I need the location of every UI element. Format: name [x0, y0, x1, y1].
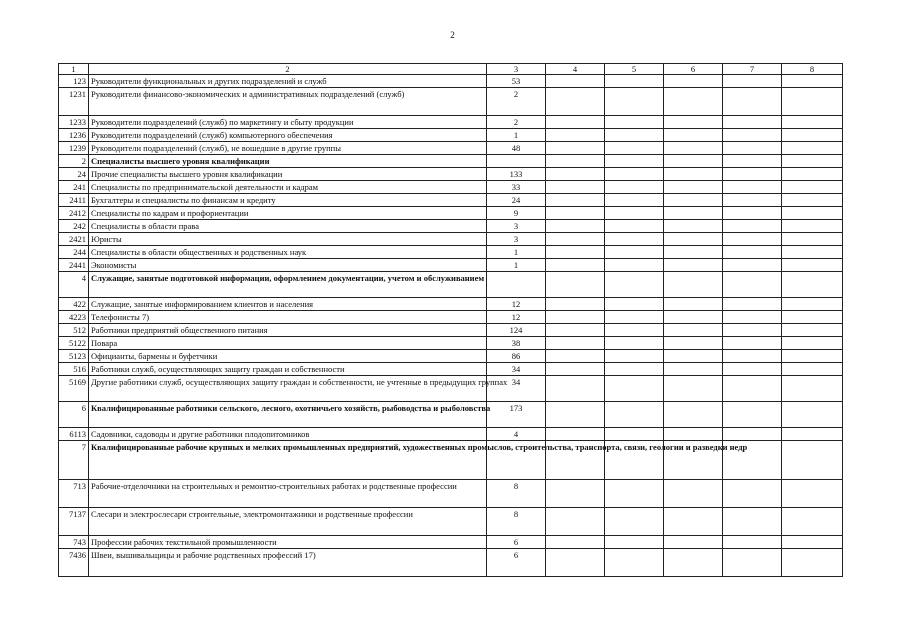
empty-cell-col7 [723, 536, 782, 549]
empty-cell-col7 [723, 116, 782, 129]
empty-cell-col8 [782, 168, 843, 181]
count-cell: 6 [487, 549, 546, 577]
code-cell: 1239 [59, 142, 89, 155]
empty-cell-col4 [546, 428, 605, 441]
empty-cell-col6 [664, 246, 723, 259]
empty-cell-col4 [546, 259, 605, 272]
empty-cell-col4 [546, 272, 605, 298]
empty-cell-col8 [782, 402, 843, 428]
empty-cell-col4 [546, 376, 605, 402]
empty-cell-col7 [723, 142, 782, 155]
occupation-name-cell: Руководители подразделений (служб) компьютерного обеспечения [89, 129, 487, 142]
empty-cell-col8 [782, 311, 843, 324]
count-cell: 48 [487, 142, 546, 155]
empty-cell-col5 [605, 155, 664, 168]
occupation-name-cell: Повара [89, 337, 487, 350]
code-cell: 241 [59, 181, 89, 194]
empty-cell-col4 [546, 220, 605, 233]
empty-cell-col5 [605, 350, 664, 363]
table-row [59, 246, 843, 259]
table-row [59, 220, 843, 233]
empty-cell-col6 [664, 549, 723, 577]
empty-cell-col8 [782, 155, 843, 168]
code-cell: 24 [59, 168, 89, 181]
table-row [59, 168, 843, 181]
empty-cell-col5 [605, 272, 664, 298]
count-cell: 24 [487, 194, 546, 207]
empty-cell-col8 [782, 376, 843, 402]
count-cell: 53 [487, 75, 546, 88]
empty-cell-col7 [723, 155, 782, 168]
empty-cell-col8 [782, 508, 843, 536]
table-row [59, 441, 843, 480]
table-row [59, 233, 843, 246]
empty-cell-col5 [605, 324, 664, 337]
empty-cell-col8 [782, 363, 843, 376]
empty-cell-col6 [664, 129, 723, 142]
empty-cell-col6 [664, 168, 723, 181]
empty-cell-col4 [546, 129, 605, 142]
occupation-name-cell: Садовники, садоводы и другие работники плодопитомников [89, 428, 487, 441]
table-row [59, 142, 843, 155]
empty-cell-col7 [723, 402, 782, 428]
count-cell: 34 [487, 376, 546, 402]
empty-cell-col8 [782, 207, 843, 220]
count-cell: 34 [487, 363, 546, 376]
empty-cell-col6 [664, 116, 723, 129]
empty-cell-col6 [664, 220, 723, 233]
empty-cell-col6 [664, 311, 723, 324]
code-cell: 2421 [59, 233, 89, 246]
empty-cell-col4 [546, 75, 605, 88]
occupation-name-cell: Квалифицированные работники сельского, лесного, охотничьего хозяйств, рыбоводства и рыболовства [89, 402, 487, 428]
empty-cell-col6 [664, 88, 723, 116]
occupation-name-cell: Юристы [89, 233, 487, 246]
empty-cell-col5 [605, 480, 664, 508]
empty-cell-col4 [546, 168, 605, 181]
empty-cell-col6 [664, 508, 723, 536]
table-row [59, 75, 843, 88]
empty-cell-col5 [605, 363, 664, 376]
empty-cell-col8 [782, 88, 843, 116]
count-cell: 4 [487, 428, 546, 441]
empty-cell-col7 [723, 233, 782, 246]
column-header: 4 [546, 64, 605, 75]
occupation-name-cell: Руководители подразделений (служб) по маркетингу и сбыту продукции [89, 116, 487, 129]
column-header: 5 [605, 64, 664, 75]
empty-cell-col5 [605, 181, 664, 194]
occupation-name-cell: Швеи, вышивальщицы и рабочие родственных профессий 17) [89, 549, 487, 577]
occupation-name-cell: Прочие специалисты высшего уровня квалификации [89, 168, 487, 181]
occupation-name-cell: Специалисты в области права [89, 220, 487, 233]
empty-cell-col6 [664, 337, 723, 350]
empty-cell-col6 [664, 350, 723, 363]
count-cell: 12 [487, 298, 546, 311]
empty-cell-col5 [605, 298, 664, 311]
code-cell: 2 [59, 155, 89, 168]
empty-cell-col7 [723, 129, 782, 142]
empty-cell-col8 [782, 246, 843, 259]
empty-cell-col7 [723, 549, 782, 577]
empty-cell-col4 [546, 88, 605, 116]
code-cell: 512 [59, 324, 89, 337]
column-header: 3 [487, 64, 546, 75]
empty-cell-col6 [664, 194, 723, 207]
empty-cell-col6 [664, 363, 723, 376]
occupation-name-cell: Слесари и электрослесари строительные, электромонтажники и родственные профессии [89, 508, 487, 536]
empty-cell-col5 [605, 508, 664, 536]
count-cell: 33 [487, 181, 546, 194]
empty-cell-col6 [664, 324, 723, 337]
count-cell: 133 [487, 168, 546, 181]
code-cell: 1236 [59, 129, 89, 142]
count-cell: 2 [487, 116, 546, 129]
code-cell: 2411 [59, 194, 89, 207]
table-row [59, 508, 843, 536]
empty-cell-col4 [546, 480, 605, 508]
occupation-name-cell: Экономисты [89, 259, 487, 272]
empty-cell-col6 [664, 233, 723, 246]
page-number: 2 [450, 30, 455, 40]
empty-cell-col5 [605, 536, 664, 549]
count-cell: 124 [487, 324, 546, 337]
empty-cell-col6 [664, 402, 723, 428]
empty-cell-col6 [664, 155, 723, 168]
table-row [59, 181, 843, 194]
empty-cell-col8 [782, 181, 843, 194]
empty-cell-col4 [546, 536, 605, 549]
empty-cell-col7 [723, 337, 782, 350]
count-cell: 173 [487, 402, 546, 428]
occupation-name-cell: Телефонисты 7) [89, 311, 487, 324]
empty-cell-col4 [546, 246, 605, 259]
header-row [59, 64, 843, 75]
table-row [59, 337, 843, 350]
empty-cell-col7 [723, 168, 782, 181]
count-cell: 1 [487, 246, 546, 259]
table-row [59, 88, 843, 116]
empty-cell-col5 [605, 428, 664, 441]
empty-cell-col7 [723, 220, 782, 233]
empty-cell-col4 [546, 116, 605, 129]
table-row [59, 311, 843, 324]
empty-cell-col6 [664, 181, 723, 194]
empty-cell-col7 [723, 207, 782, 220]
table-row [59, 298, 843, 311]
empty-cell-col6 [664, 142, 723, 155]
table-row [59, 536, 843, 549]
empty-cell-col5 [605, 220, 664, 233]
count-cell: 12 [487, 311, 546, 324]
empty-cell-col8 [782, 272, 843, 298]
empty-cell-col7 [723, 75, 782, 88]
empty-cell-col6 [664, 428, 723, 441]
table-row [59, 194, 843, 207]
empty-cell-col7 [723, 259, 782, 272]
empty-cell-col7 [723, 350, 782, 363]
empty-cell-col7 [723, 508, 782, 536]
empty-cell-col5 [605, 246, 664, 259]
empty-cell-col4 [546, 207, 605, 220]
count-cell: 1 [487, 259, 546, 272]
occupation-name-cell: Бухгалтеры и специалисты по финансам и кредиту [89, 194, 487, 207]
empty-cell-col8 [782, 259, 843, 272]
occupation-name-cell: Руководители функциональных и других подразделений и служб [89, 75, 487, 88]
empty-cell-col8 [782, 350, 843, 363]
empty-cell-col4 [546, 155, 605, 168]
occupation-name-cell: Официанты, бармены и буфетчики [89, 350, 487, 363]
empty-cell-col5 [605, 75, 664, 88]
count-cell: 8 [487, 480, 546, 508]
empty-cell-col5 [605, 129, 664, 142]
empty-cell-col7 [723, 88, 782, 116]
count-cell: 9 [487, 207, 546, 220]
empty-cell-col6 [664, 259, 723, 272]
code-cell: 713 [59, 480, 89, 508]
code-cell: 422 [59, 298, 89, 311]
empty-cell-col5 [605, 549, 664, 577]
table-row [59, 324, 843, 337]
occupation-name-cell: Другие работники служб, осуществляющих защиту граждан и собственности, не учтенные в предыдущих группах [89, 376, 487, 402]
occupation-name-cell: Служащие, занятые подготовкой информации, оформлением документации, учетом и обслуживанием [89, 272, 487, 298]
empty-cell-col5 [605, 311, 664, 324]
empty-cell-col8 [782, 233, 843, 246]
code-cell: 123 [59, 75, 89, 88]
table-row [59, 428, 843, 441]
empty-cell-col7 [723, 246, 782, 259]
occupation-name-cell: Руководители подразделений (служб), не вошедшие в другие группы [89, 142, 487, 155]
empty-cell-col4 [546, 311, 605, 324]
empty-cell-col6 [664, 376, 723, 402]
count-cell: 3 [487, 220, 546, 233]
code-cell: 5122 [59, 337, 89, 350]
empty-cell-col4 [546, 363, 605, 376]
empty-cell-col5 [605, 116, 664, 129]
code-cell: 4223 [59, 311, 89, 324]
column-header: 6 [664, 64, 723, 75]
empty-cell-col4 [546, 298, 605, 311]
occupation-name-cell: Специалисты в области общественных и родственных наук [89, 246, 487, 259]
table-row [59, 363, 843, 376]
empty-cell-col4 [546, 549, 605, 577]
code-cell: 7436 [59, 549, 89, 577]
empty-cell-col5 [605, 233, 664, 246]
empty-cell-col4 [546, 142, 605, 155]
empty-cell-col5 [605, 259, 664, 272]
count-cell: 38 [487, 337, 546, 350]
code-cell: 743 [59, 536, 89, 549]
empty-cell-col6 [664, 298, 723, 311]
code-cell: 516 [59, 363, 89, 376]
empty-cell-col5 [605, 168, 664, 181]
empty-cell-col4 [546, 324, 605, 337]
empty-cell-col7 [723, 376, 782, 402]
empty-cell-col8 [782, 428, 843, 441]
empty-cell-col6 [664, 207, 723, 220]
occupation-name-cell: Профессии рабочих текстильной промышленности [89, 536, 487, 549]
empty-cell-col8 [782, 298, 843, 311]
table-row [59, 549, 843, 577]
occupation-name-cell: Служащие, занятые информированием клиентов и населения [89, 298, 487, 311]
count-cell: 8 [487, 508, 546, 536]
empty-cell-col6 [664, 75, 723, 88]
empty-cell-col7 [723, 181, 782, 194]
column-header: 1 [59, 64, 89, 75]
empty-cell-col5 [605, 402, 664, 428]
column-header: 7 [723, 64, 782, 75]
empty-cell-col8 [782, 480, 843, 508]
empty-cell-col8 [782, 116, 843, 129]
code-cell: 6 [59, 402, 89, 428]
empty-cell-col8 [782, 220, 843, 233]
empty-cell-col8 [782, 337, 843, 350]
table-row [59, 155, 843, 168]
empty-cell-col8 [782, 536, 843, 549]
empty-cell-col8 [782, 129, 843, 142]
table-row [59, 207, 843, 220]
empty-cell-col7 [723, 298, 782, 311]
empty-cell-col4 [546, 181, 605, 194]
empty-cell-col4 [546, 233, 605, 246]
empty-cell-col7 [723, 311, 782, 324]
occupation-name-cell: Специалисты высшего уровня квалификации [89, 155, 487, 168]
count-cell: 2 [487, 88, 546, 116]
empty-cell-col6 [664, 480, 723, 508]
empty-cell-col7 [723, 194, 782, 207]
count-cell: 86 [487, 350, 546, 363]
empty-cell-col7 [723, 428, 782, 441]
empty-cell-col5 [605, 376, 664, 402]
empty-cell-col7 [723, 363, 782, 376]
empty-cell-col8 [782, 194, 843, 207]
count-cell [487, 272, 546, 298]
table-body [59, 75, 843, 577]
empty-cell-col8 [782, 441, 843, 480]
empty-cell-col5 [605, 207, 664, 220]
count-cell [487, 155, 546, 168]
occupation-name-cell: Руководители финансово-экономических и административных подразделений (служб) [89, 88, 487, 116]
occupation-name-cell: Рабочие-отделочники на строительных и ремонтно-строительных работах и родственные профессии [89, 480, 487, 508]
code-cell: 6113 [59, 428, 89, 441]
occupation-name-cell: Специалисты по предпринимательской деятельности и кадрам [89, 181, 487, 194]
table-row [59, 116, 843, 129]
column-header: 2 [89, 64, 487, 75]
empty-cell-col4 [546, 194, 605, 207]
code-cell: 5123 [59, 350, 89, 363]
code-cell: 1233 [59, 116, 89, 129]
occupation-table [58, 63, 843, 577]
empty-cell-col7 [723, 480, 782, 508]
code-cell: 4 [59, 272, 89, 298]
empty-cell-col5 [605, 337, 664, 350]
occupation-name-cell: Работники предприятий общественного питания [89, 324, 487, 337]
empty-cell-col4 [546, 508, 605, 536]
table-row [59, 350, 843, 363]
code-cell: 2441 [59, 259, 89, 272]
code-cell: 1231 [59, 88, 89, 116]
empty-cell-col5 [605, 194, 664, 207]
empty-cell-col4 [546, 350, 605, 363]
count-cell: 6 [487, 536, 546, 549]
empty-cell-col8 [782, 549, 843, 577]
empty-cell-col8 [782, 75, 843, 88]
code-cell: 2412 [59, 207, 89, 220]
code-cell: 7 [59, 441, 89, 480]
empty-cell-col5 [605, 88, 664, 116]
code-cell: 7137 [59, 508, 89, 536]
occupation-name-cell: Работники служб, осуществляющих защиту граждан и собственности [89, 363, 487, 376]
empty-cell-col4 [546, 337, 605, 350]
empty-cell-col8 [782, 142, 843, 155]
empty-cell-col6 [664, 272, 723, 298]
column-header: 8 [782, 64, 843, 75]
table-row [59, 376, 843, 402]
occupation-name-cell: Квалифицированные рабочие крупных и мелких промышленных предприятий, художественных промыслов, строительства, транспорта, связи, геологии и разведки недр [89, 441, 487, 480]
table-row [59, 480, 843, 508]
empty-cell-col7 [723, 272, 782, 298]
empty-cell-col4 [546, 402, 605, 428]
table-row [59, 259, 843, 272]
empty-cell-col6 [664, 536, 723, 549]
table-row [59, 272, 843, 298]
empty-cell-col5 [605, 142, 664, 155]
table-row [59, 402, 843, 428]
count-cell: 3 [487, 233, 546, 246]
empty-cell-col7 [723, 324, 782, 337]
code-cell: 242 [59, 220, 89, 233]
table-row [59, 129, 843, 142]
code-cell: 244 [59, 246, 89, 259]
empty-cell-col8 [782, 324, 843, 337]
code-cell: 5169 [59, 376, 89, 402]
count-cell: 1 [487, 129, 546, 142]
occupation-name-cell: Специалисты по кадрам и профориентации [89, 207, 487, 220]
